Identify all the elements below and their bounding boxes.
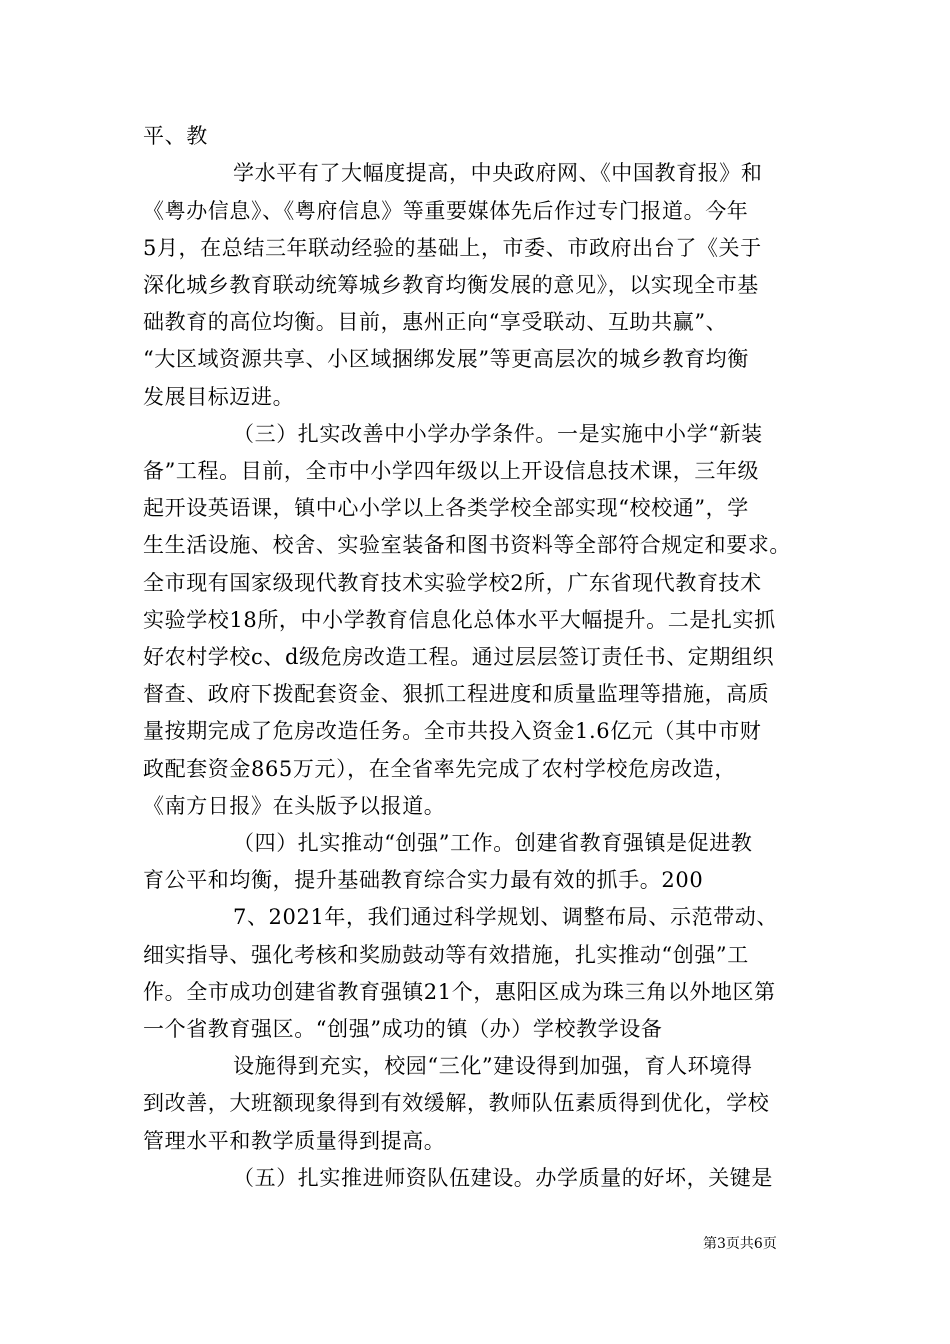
text-line: 一个省教育强区。“创强”成功的镇（办）学校教学设备: [143, 1017, 663, 1041]
text-line: 备”工程。目前，全市中小学四年级以上开设信息技术课，三年级: [143, 459, 760, 483]
text-line: （四）扎实推动“创强”工作。创建省教育强镇是促进教: [233, 831, 753, 855]
text-line: 发展目标迈进。: [143, 385, 295, 409]
text-line: 生生活设施、校舍、实验室装备和图书资料等全部符合规定和要求。: [143, 533, 791, 557]
text-line: 础教育的高位均衡。目前，惠州正向“享受联动、互助共赢”、: [143, 310, 728, 334]
text-line: 作。全市成功创建省教育强镇21个，惠阳区成为珠三角以外地区第: [143, 980, 776, 1004]
text-line: 深化城乡教育联动统筹城乡教育均衡发展的意见》，以实现全市基: [143, 273, 759, 297]
text-line: 设施得到充实，校园“三化”建设得到加强，育人环境得: [233, 1054, 753, 1078]
text-line: 实验学校18所，中小学教育信息化总体水平大幅提升。二是扎实抓: [143, 608, 776, 632]
text-line: 好农村学校c、d级危房改造工程。通过层层签订责任书、定期组织: [143, 645, 775, 669]
text-line: 《南方日报》在头版予以报道。: [143, 794, 446, 818]
text-line: （五）扎实推进师资队伍建设。办学质量的好坏，关键是: [233, 1166, 773, 1190]
text-line: 量按期完成了危房改造任务。全市共投入资金1.6亿元（其中市财: [143, 719, 762, 743]
text-line: 起开设英语课，镇中心小学以上各类学校全部实现“校校通”，学: [143, 496, 749, 520]
text-line: 管理水平和教学质量得到提高。: [143, 1129, 446, 1153]
text-line: 督查、政府下拨配套资金、狠抓工程进度和质量监理等措施，高质: [143, 682, 770, 706]
text-line: 到改善，大班额现象得到有效缓解，教师队伍素质得到优化，学校: [143, 1091, 770, 1115]
text-line: （三）扎实改善中小学办学条件。一是实施中小学“新装: [233, 422, 763, 446]
text-line: 5月，在总结三年联动经验的基础上，市委、市政府出台了《关于: [143, 236, 762, 260]
text-line: 平、教: [143, 124, 208, 148]
text-line: 学水平有了大幅度提高，中央政府网、《中国教育报》和: [233, 161, 763, 185]
text-line: 细实指导、强化考核和奖励鼓动等有效措施，扎实推动“创强”工: [143, 943, 749, 967]
text-line: 全市现有国家级现代教育技术实验学校2所，广东省现代教育技术: [143, 571, 762, 595]
page-number: 第3页共6页: [703, 1236, 777, 1252]
text-line: 育公平和均衡，提升基础教育综合实力最有效的抓手。200: [143, 868, 704, 892]
text-line: 《粤办信息》、《粤府信息》等重要媒体先后作过专门报道。今年: [143, 199, 749, 223]
text-line: 政配套资金865万元），在全省率先完成了农村学校危房改造，: [143, 757, 736, 781]
text-line: 7、2021年，我们通过科学规划、调整布局、示范带动、: [233, 905, 779, 929]
text-line: “大区域资源共享、小区域捆绑发展”等更高层次的城乡教育均衡: [143, 347, 749, 371]
